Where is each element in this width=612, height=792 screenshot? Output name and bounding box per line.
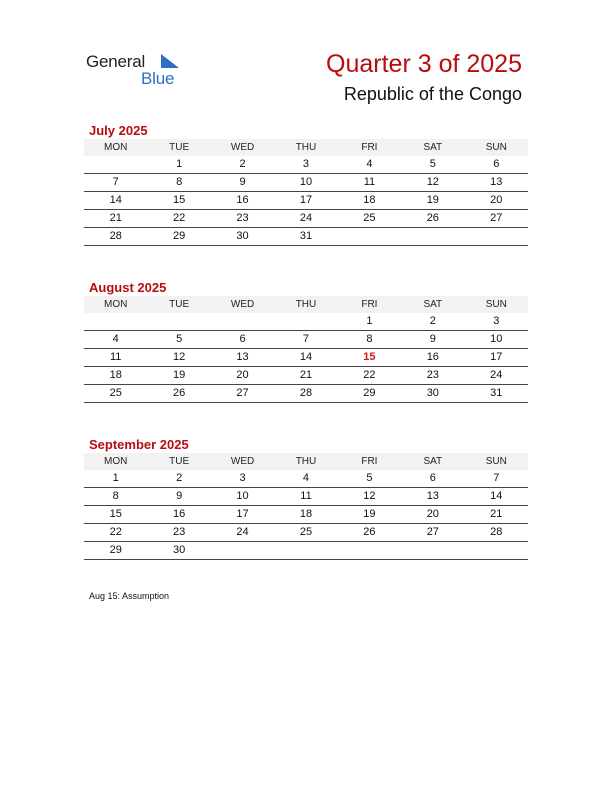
day-cell: 13 — [211, 349, 274, 367]
weekday-header: TUE — [169, 456, 190, 467]
day-cell: 8 — [84, 488, 147, 506]
day-cell: 13 — [465, 174, 528, 192]
day-cell: 23 — [211, 210, 274, 228]
day-cell: 19 — [338, 506, 401, 524]
day-cell: 22 — [338, 367, 401, 385]
logo-word-general: General — [86, 52, 146, 71]
day-cell: 20 — [211, 367, 274, 385]
week-row — [84, 542, 528, 560]
day-cell: 29 — [338, 385, 401, 403]
day-cell: 5 — [147, 331, 210, 349]
day-cell — [211, 313, 274, 331]
generalblue-logo — [86, 52, 186, 92]
day-cell: 30 — [401, 385, 464, 403]
calendar-body — [84, 156, 528, 246]
day-cell: 5 — [338, 470, 401, 488]
day-cell: 24 — [465, 367, 528, 385]
day-cell: 9 — [147, 488, 210, 506]
weekday-header: MON — [104, 142, 128, 153]
day-cell — [84, 156, 147, 174]
month-title: September 2025 — [89, 437, 189, 452]
day-cell: 3 — [211, 470, 274, 488]
day-cell: 11 — [274, 488, 337, 506]
calendar-body — [84, 313, 528, 403]
day-cell: 10 — [211, 488, 274, 506]
day-cell: 16 — [401, 349, 464, 367]
day-cell: 28 — [465, 524, 528, 542]
day-cell: 4 — [338, 156, 401, 174]
day-cell: 9 — [401, 331, 464, 349]
day-cell: 4 — [274, 470, 337, 488]
day-cell: 31 — [274, 228, 337, 246]
day-cell: 3 — [465, 313, 528, 331]
day-cell — [401, 542, 464, 560]
weekday-header: SAT — [423, 299, 443, 310]
weekday-header: SUN — [485, 456, 507, 467]
day-cell: 20 — [401, 506, 464, 524]
week-row — [84, 331, 528, 349]
day-cell: 8 — [147, 174, 210, 192]
day-cell: 28 — [84, 228, 147, 246]
day-cell: 7 — [274, 331, 337, 349]
day-cell: 18 — [84, 367, 147, 385]
day-cell: 21 — [465, 506, 528, 524]
weekday-header: SUN — [485, 142, 507, 153]
month-title: August 2025 — [89, 280, 167, 295]
day-cell: 18 — [338, 192, 401, 210]
day-cell: 10 — [465, 331, 528, 349]
day-cell: 2 — [147, 470, 210, 488]
logo-triangle-icon — [159, 54, 179, 70]
day-cell: 26 — [338, 524, 401, 542]
calendar-table — [84, 139, 528, 246]
weekday-header: FRI — [361, 299, 378, 310]
week-row — [84, 156, 528, 174]
day-cell: 17 — [274, 192, 337, 210]
week-row — [84, 506, 528, 524]
day-cell: 15 — [84, 506, 147, 524]
day-cell: 14 — [84, 192, 147, 210]
day-cell: 1 — [338, 313, 401, 331]
calendar-body — [84, 470, 528, 560]
day-cell — [274, 313, 337, 331]
week-row — [84, 367, 528, 385]
day-cell: 29 — [147, 228, 210, 246]
day-cell — [84, 313, 147, 331]
day-cell: 9 — [211, 174, 274, 192]
day-cell: 2 — [211, 156, 274, 174]
day-cell — [401, 228, 464, 246]
day-cell: 8 — [338, 331, 401, 349]
day-cell: 27 — [211, 385, 274, 403]
weekday-header: TUE — [169, 299, 190, 310]
country-name: Republic of the Congo — [343, 84, 522, 104]
day-cell: 19 — [401, 192, 464, 210]
day-cell: 26 — [401, 210, 464, 228]
day-cell: 6 — [465, 156, 528, 174]
day-cell: 29 — [84, 542, 147, 560]
weekday-header: WED — [230, 142, 255, 153]
day-cell: 27 — [465, 210, 528, 228]
day-cell: 3 — [274, 156, 337, 174]
day-cell — [147, 313, 210, 331]
week-row — [84, 192, 528, 210]
day-cell: 22 — [84, 524, 147, 542]
week-row — [84, 228, 528, 246]
weekday-header: WED — [230, 456, 255, 467]
day-cell: 30 — [147, 542, 210, 560]
day-cell — [274, 542, 337, 560]
day-cell: 12 — [338, 488, 401, 506]
calendar-table — [84, 296, 528, 403]
day-cell: 22 — [147, 210, 210, 228]
week-row — [84, 488, 528, 506]
day-cell: 14 — [274, 349, 337, 367]
weekday-header: TUE — [169, 142, 190, 153]
day-cell: 25 — [338, 210, 401, 228]
day-cell: 25 — [84, 385, 147, 403]
day-cell: 30 — [211, 228, 274, 246]
day-cell: 25 — [274, 524, 337, 542]
day-cell: 4 — [84, 331, 147, 349]
day-cell: 20 — [465, 192, 528, 210]
weekday-header: THU — [295, 299, 317, 310]
day-cell: 27 — [401, 524, 464, 542]
day-cell: 24 — [274, 210, 337, 228]
page-title: Quarter 3 of 2025 — [326, 50, 522, 78]
day-cell: 17 — [465, 349, 528, 367]
day-cell: 12 — [147, 349, 210, 367]
day-cell: 23 — [147, 524, 210, 542]
day-cell: 5 — [401, 156, 464, 174]
day-cell: 15 — [147, 192, 210, 210]
weekday-header: THU — [295, 456, 317, 467]
week-row — [84, 524, 528, 542]
day-cell: 11 — [338, 174, 401, 192]
day-cell — [338, 228, 401, 246]
day-cell: 21 — [274, 367, 337, 385]
day-cell: 6 — [401, 470, 464, 488]
day-cell: 19 — [147, 367, 210, 385]
weekday-header: SUN — [485, 299, 507, 310]
calendar-table — [84, 453, 528, 560]
week-row — [84, 174, 528, 192]
weekday-header-row — [84, 296, 528, 313]
weekday-header: SAT — [423, 456, 443, 467]
month-block-september — [84, 436, 528, 560]
weekday-header: FRI — [361, 142, 378, 153]
day-cell — [338, 542, 401, 560]
weekday-header-row — [84, 139, 528, 156]
day-cell: 16 — [211, 192, 274, 210]
day-cell: 2 — [401, 313, 464, 331]
week-row — [84, 210, 528, 228]
month-block-august — [84, 279, 528, 403]
day-cell: 16 — [147, 506, 210, 524]
holiday-note: Aug 15: Assumption — [89, 591, 170, 601]
day-cell: 12 — [401, 174, 464, 192]
day-cell: 11 — [84, 349, 147, 367]
day-cell: 1 — [147, 156, 210, 174]
day-cell: 18 — [274, 506, 337, 524]
month-block-july — [84, 122, 528, 246]
day-cell: 31 — [465, 385, 528, 403]
day-cell: 24 — [211, 524, 274, 542]
weekday-header: SAT — [423, 142, 443, 153]
day-cell: 14 — [465, 488, 528, 506]
day-cell: 26 — [147, 385, 210, 403]
day-cell — [465, 542, 528, 560]
month-title: July 2025 — [89, 123, 148, 138]
weekday-header: WED — [230, 299, 255, 310]
day-cell: 1 — [84, 470, 147, 488]
week-row — [84, 385, 528, 403]
week-row — [84, 470, 528, 488]
day-cell: 6 — [211, 331, 274, 349]
day-cell — [211, 542, 274, 560]
weekday-header: THU — [295, 142, 317, 153]
weekday-header: FRI — [361, 456, 378, 467]
weekday-header-row — [84, 453, 528, 470]
day-cell: 28 — [274, 385, 337, 403]
day-cell: 13 — [401, 488, 464, 506]
logo-word-blue: Blue — [141, 69, 175, 88]
day-cell: 7 — [84, 174, 147, 192]
day-cell: 15 — [338, 349, 401, 367]
day-cell: 17 — [211, 506, 274, 524]
weekday-header: MON — [104, 299, 128, 310]
week-row — [84, 313, 528, 331]
week-row — [84, 349, 528, 367]
weekday-header: MON — [104, 456, 128, 467]
day-cell: 21 — [84, 210, 147, 228]
day-cell: 10 — [274, 174, 337, 192]
day-cell: 7 — [465, 470, 528, 488]
day-cell: 23 — [401, 367, 464, 385]
day-cell — [465, 228, 528, 246]
